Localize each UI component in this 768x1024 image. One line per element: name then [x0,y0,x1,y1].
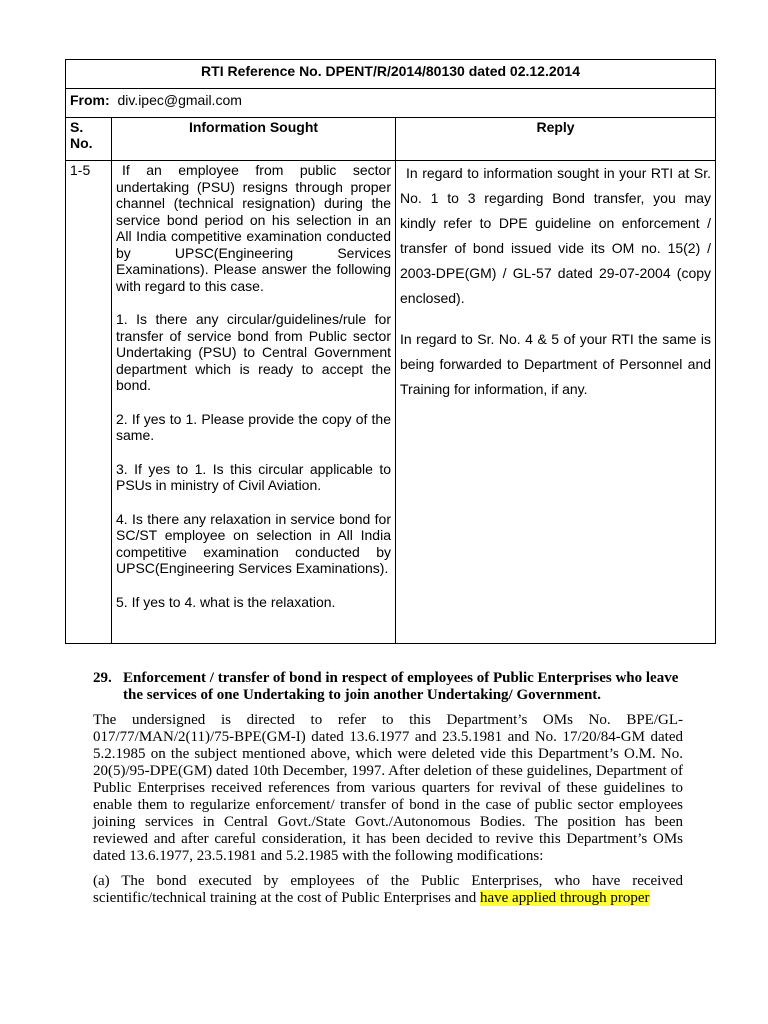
from-row [66,89,716,118]
section-paragraph-2 [93,873,683,907]
rti-reference: RTI Reference No. DPENT/R/2014/80130 dated 02.12.2014 [66,60,716,89]
info-q5: 5. If yes to 4. what is the relaxation. [116,593,336,610]
info-q2: 2. If yes to 1. Please provide the copy of the same. [116,410,391,443]
section-paragraph-1: The undersigned is directed to refer to this Department’s OMs No. BPE/GL-017/77/MAN/2(11)/75-BPE(GM-I) dated 13.6.1977 and 23.5.1981 and No. 17/20/84-GM dated 5.2.1985 on the subject mentioned above, which were deleted vide this Department’s O.M. No. 20(5)/95-DPE(GM) dated 10th December, 1997. After deletion of these guidelines, Department of Public Enterprises received references from various quarters for revival of these guidelines to enable them to regularize enforcement/ transfer of bond in the case of public sector employees joining services in Central Govt./State Govt./Autonomous Bodies. The position has been reviewed and after careful consideration, it has been decided to revive this Department’s OMs dated 13.6.1977, 23.5.1981 and 5.2.1985 with the following modifications: [93,712,683,864]
col-header-info: Information Sought [112,118,396,161]
info-q4: 4. Is there any relaxation in service bond for SC/ST employee on selection in All India competitive examination conducted by UPSC(Engineering Services Examinations). [116,510,391,576]
guideline-section [93,670,683,915]
info-q1: 1. Is there any circular/guidelines/rule for transfer of service bond from Public sector Undertaking (PSU) to Central Government department which is ready to accept the bond. [116,311,391,393]
rti-table [65,59,716,644]
section-number: 29. [93,670,112,686]
from-label: From: [70,92,110,108]
col-header-reply: Reply [396,118,716,161]
reply-para-2: In regard to Sr. No. 4 & 5 of your RTI the same is being forwarded to Department of Personnel and Training for information, if any. [400,331,712,397]
section-heading [93,670,683,704]
section-title: Enforcement / transfer of bond in respect of employees of Public Enterprises who leave the services of one Undertaking to join another Undertaking/ Government. [123,670,679,703]
reply-cell [396,161,716,644]
reply-para-1: In regard to information sought in your RTI at Sr. No. 1 to 3 regarding Bond transfer, you may kindly refer to DPE guideline on enforcement / transfer of bond issued vide its OM no. 15(2) / 2003-DPE(GM) / GL-57 dated 29-07-2004 (copy enclosed). [400,165,712,306]
row-sno: 1-5 [66,161,112,644]
from-email: div.ipec@gmail.com [117,92,242,108]
highlighted-text: have applied through proper [479,890,650,906]
info-q3: 3. If yes to 1. Is this circular applicable to PSUs in ministry of Civil Aviation. [116,460,391,493]
information-sought-cell [112,161,396,644]
info-intro: If an employee from public sector undertaking (PSU) resigns through proper channel (technical resignation) during the service bond period on his selection in an All India competitive examination conducted by UPSC(Engineering Services Examinations). Please answer the following with regard to this case. [116,162,391,294]
col-header-sno: S. No. [66,118,112,161]
paragraph-2-text: (a) The bond executed by employees of the Public Enterprises, who have received scientific/technical training at the cost of Public Enterprises and [93,873,683,906]
